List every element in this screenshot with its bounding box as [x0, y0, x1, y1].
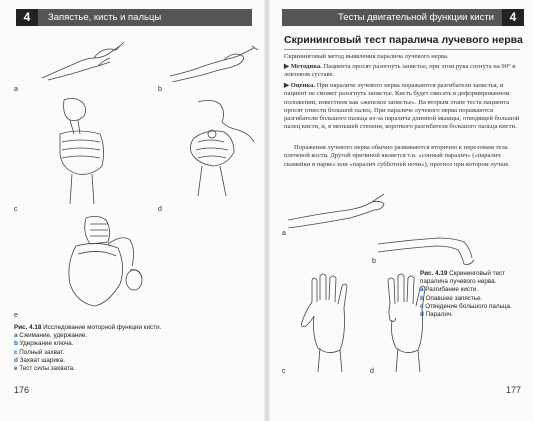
assessment-label: Оценка. — [290, 82, 316, 89]
panel-label-c: c — [14, 206, 18, 213]
illustration-thumb-abduction — [298, 272, 364, 372]
caption-item: a Разгибание кисти. — [420, 286, 479, 294]
method-label: Методика. — [290, 63, 322, 70]
caption-item: d Паралич. — [420, 311, 453, 319]
panel-label-b: b — [372, 258, 376, 265]
left-page — [0, 0, 266, 421]
illustration-pinch-grip — [40, 40, 130, 82]
panel-label-b: b — [158, 86, 162, 93]
section-divider — [284, 49, 520, 50]
illustration-ball-grip — [168, 98, 264, 198]
caption-label: Рис. 4.18 — [14, 324, 42, 331]
running-head-text: Запястье, кисть и пальцы — [48, 12, 162, 23]
running-head-text: Тесты двигательной функции кисти — [338, 12, 494, 23]
illustration-power-grip — [48, 94, 118, 206]
bullet-marker: ▶ — [284, 63, 291, 70]
panel-label-d: d — [158, 206, 162, 213]
caption-item: a Сжимание, удержание. — [14, 332, 88, 340]
caption-item: e Тест силы захвата. — [14, 365, 75, 373]
right-page — [268, 0, 533, 421]
chapter-number-badge: 4 — [502, 9, 524, 26]
method-text: Пациента просят разогнуть запястье, при этом рука согнута на 90° в локтевом суставе. — [284, 63, 516, 79]
page-number: 177 — [505, 385, 521, 395]
caption-item: b Удержание ключа. — [14, 340, 74, 348]
figure-caption — [420, 270, 526, 319]
panel-label-a: a — [282, 230, 286, 237]
panel-label-a: a — [14, 86, 18, 93]
page-number: 176 — [14, 385, 30, 395]
caption-item: b Опавшее запястье. — [420, 294, 483, 302]
caption-item: d Захват шарика. — [14, 356, 66, 364]
panel-label-d: d — [370, 368, 374, 375]
bullet-marker: ▶ — [284, 82, 291, 89]
panel-label-e: e — [14, 312, 18, 319]
panel-label-c: c — [282, 368, 286, 375]
intro-paragraph: Скрининговый метод выявления паралича лучевого нерва. — [284, 53, 449, 60]
method-paragraph — [284, 63, 524, 80]
illustration-wrist-extension — [288, 184, 388, 228]
caption-item: c Полный захват. — [14, 348, 65, 356]
illustration-wrist-drop — [378, 222, 482, 266]
caption-title: Исследование моторной функции кисти. — [43, 324, 162, 331]
body-paragraph: Поражения лучевого нерва обычно развиваются вторично к переломам тела плечевой кости. Другой причиной является т.н. «сонный паралич» («паралич скамейки в парке» или «паралич субботней ночи»), прогноз при котором лучше. — [284, 144, 510, 168]
section-title: Скрининговый тест паралича лучевого нерва — [284, 34, 523, 46]
illustration-grip-strength-test — [50, 214, 150, 312]
caption-label: Рис. 4.19 — [420, 270, 448, 277]
running-header — [16, 9, 252, 26]
chapter-number-badge: 4 — [16, 9, 38, 26]
caption-title: Скрининговый тест паралича лучевого нерва. — [420, 270, 506, 286]
running-header — [282, 9, 524, 26]
assessment-paragraph — [284, 82, 524, 132]
figure-caption — [14, 324, 250, 373]
assessment-text: При параличе лучевого нерва поражаются разгибатели запястья, и пациент не сможет разогнуть запястье. Кисть будет свисать в деформированном положении, известном как «женское запястье». На вторым этапе теста пациента просят отвести большой палец. При параличе лучевого нерва поражаются разгибатели большого пальца из-за паралича длинной мышцы, отводящей большой палец кисти, и, в меньшей степени, короткого разгибателя большого пальца кисти. — [284, 82, 520, 131]
caption-item: c Отведение большого пальца. — [420, 302, 512, 310]
illustration-key-grip — [168, 40, 260, 82]
